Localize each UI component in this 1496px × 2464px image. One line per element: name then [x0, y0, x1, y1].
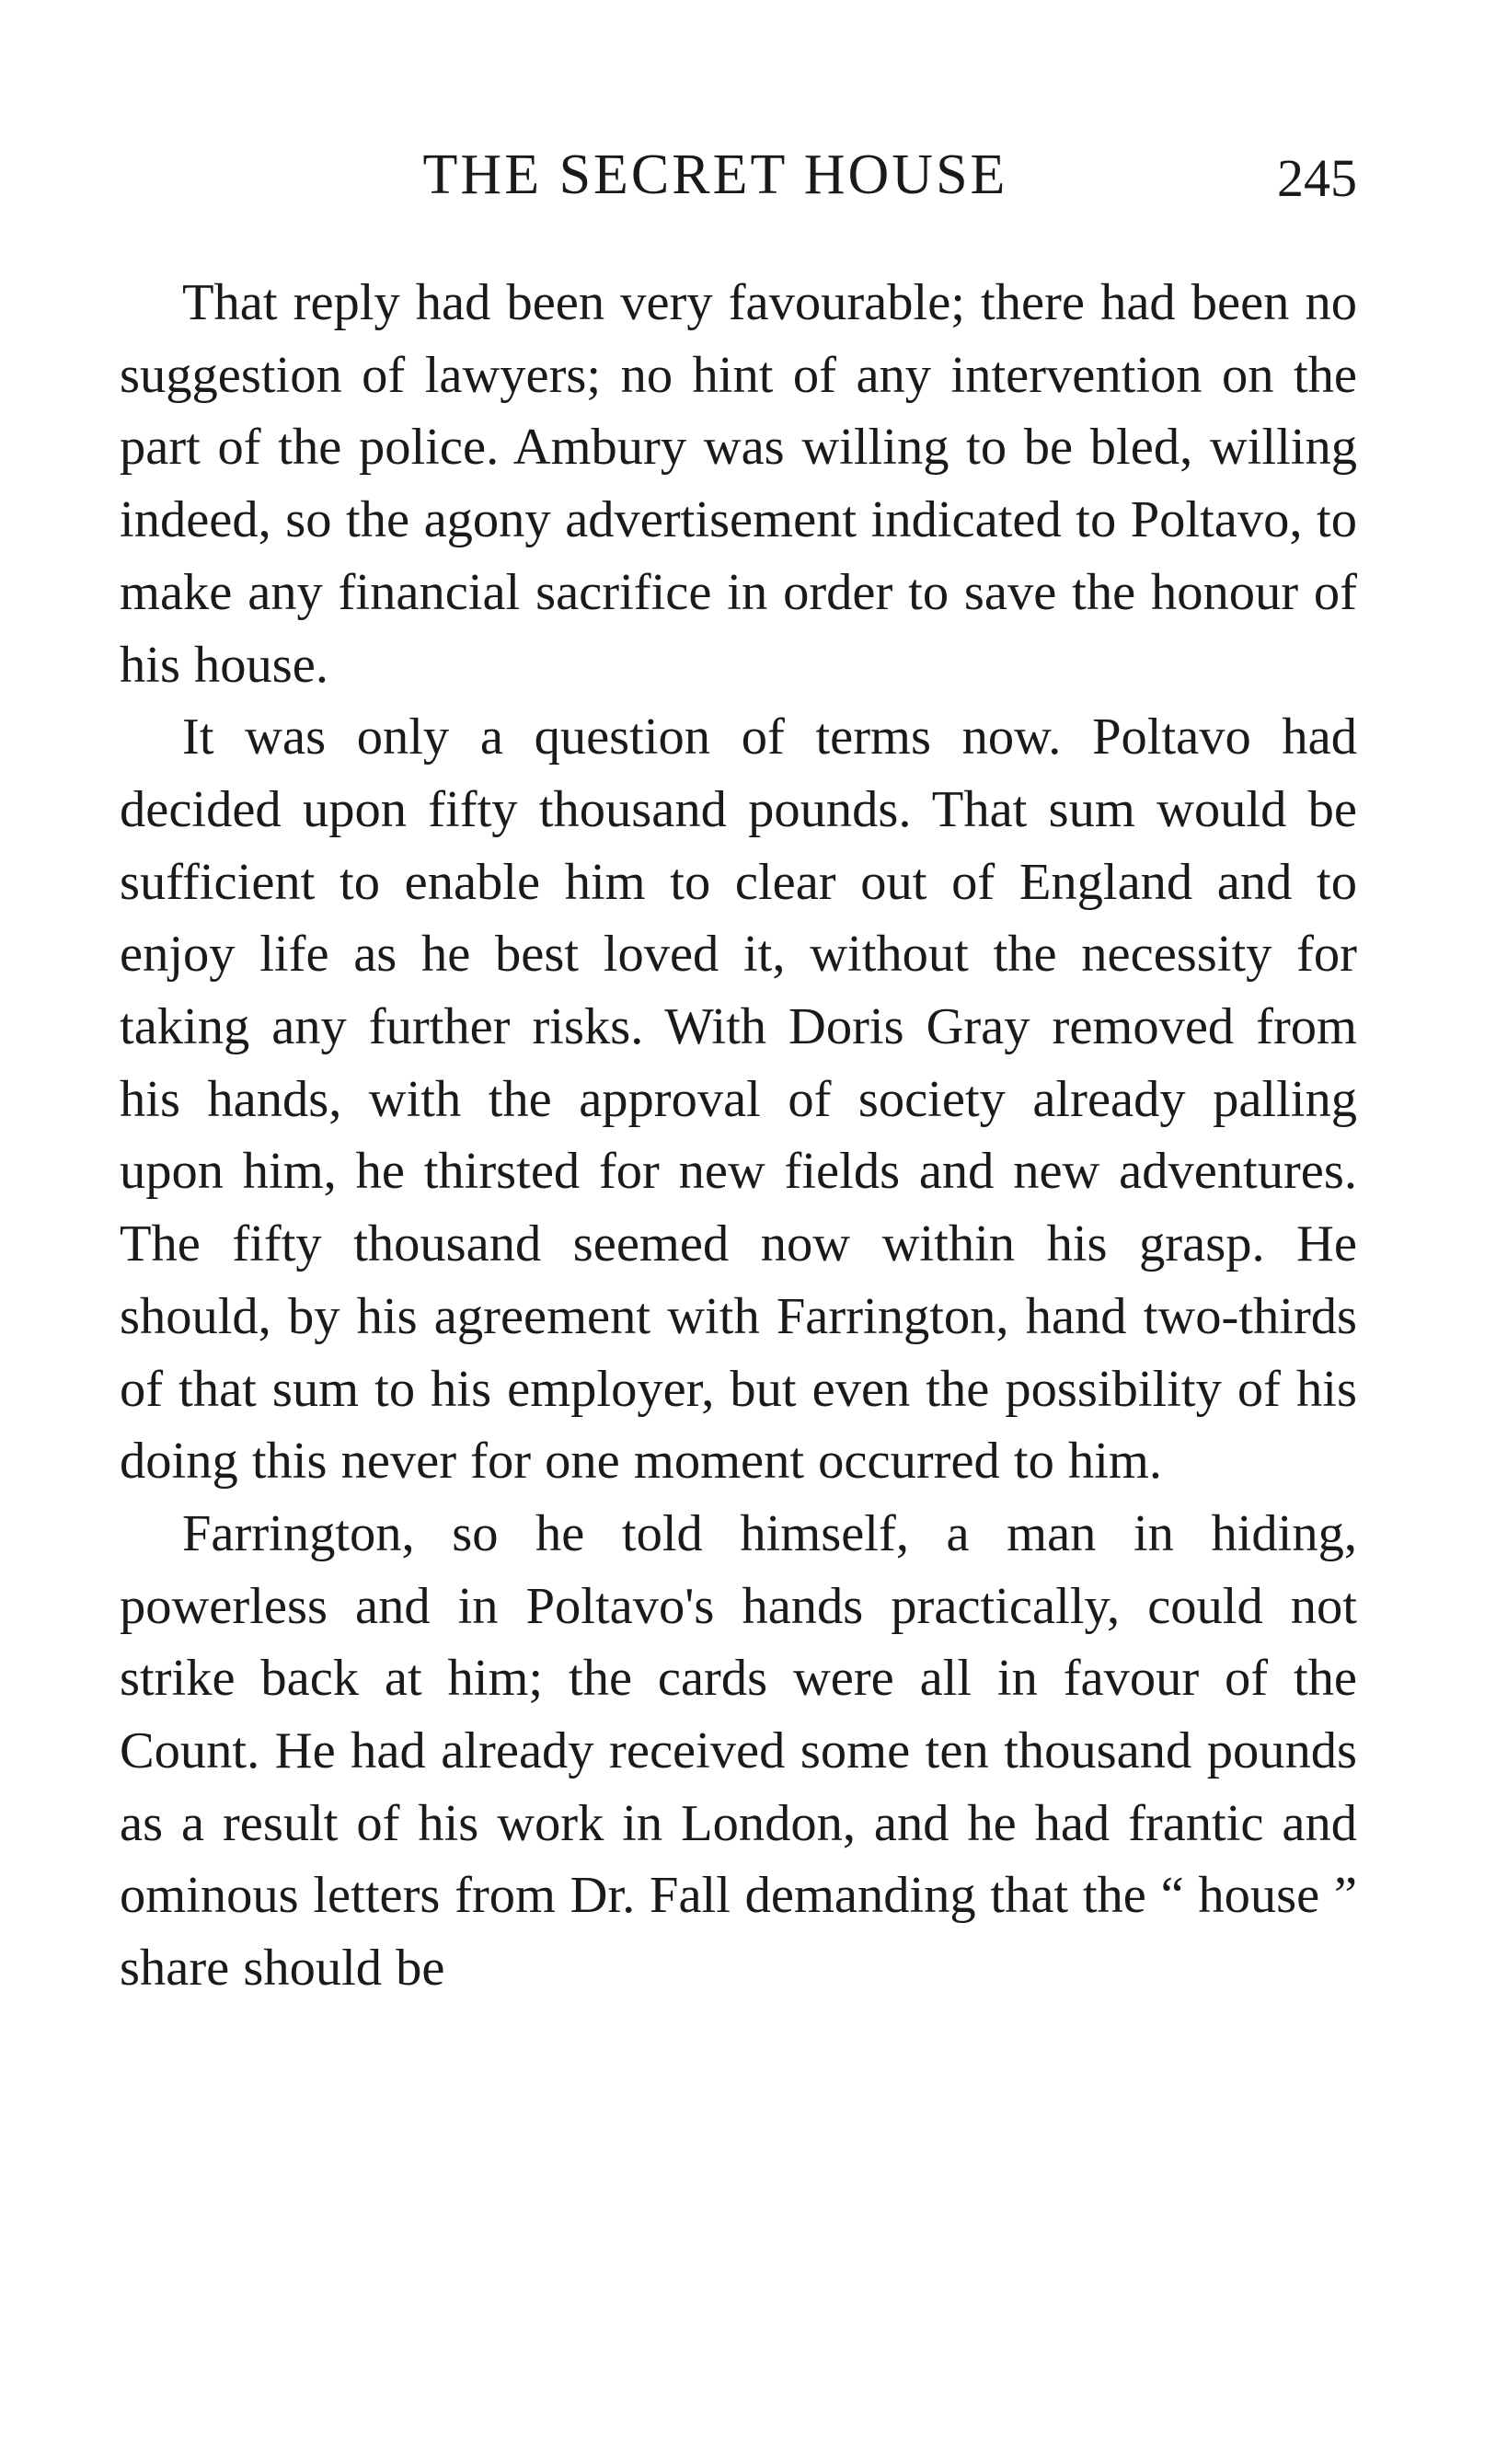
running-head [120, 138, 1357, 212]
paragraph-1: That reply had been very favourable; there had been no suggestion of lawyers; no hint of any intervention on the part of the police. Ambury was willing to be bled, willing indeed, so the agony advertisement indicated to Poltavo, to make any financial sacrifice in order to save the honour of his house. [120, 274, 1357, 694]
body-text [120, 267, 1357, 2005]
paragraph-3: Farrington, so he told himself, a man in hiding, powerless and in Poltavo's hands practically, could not strike back at him; the cards were all in favour of the Count. He had already received some ten thousand pounds as a result of his work in London, and he had frantic and ominous letters from Dr. Fall demanding that the “ house ” share should be [120, 1504, 1357, 1998]
paragraph-2: It was only a question of terms now. Poltavo had decided upon fifty thousand pounds. That sum would be sufficient to enable him to clear out of England and to enjoy life as he best loved it, without the necessity for taking any further risks. With Doris Gray removed from his hands, with the approval of society already palling upon him, he thirsted for new fields and new adventures. The fifty thousand seemed now within his grasp. He should, by his agreement with Farrington, hand two-thirds of that sum to his employer, but even the possibility of his doing this never for one moment occurred to him. [120, 708, 1357, 1491]
running-title: THE SECRET HOUSE [422, 144, 1008, 206]
page-number: 245 [1277, 148, 1357, 208]
